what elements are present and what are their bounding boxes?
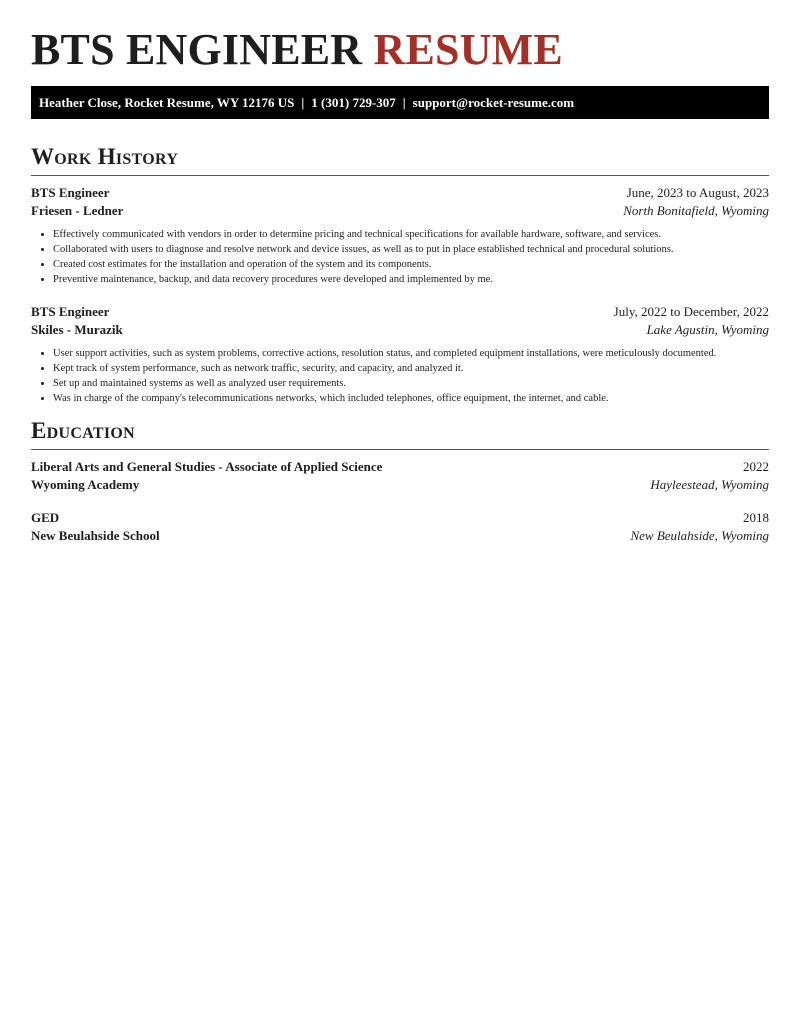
job-bullet: • Preventive maintenance, backup, and data recovery procedures were developed and implemented by me.: [53, 272, 769, 287]
education-school: New Beulahside School: [31, 528, 160, 543]
job-title: BTS Engineer: [31, 185, 110, 200]
education-school-row: [31, 476, 769, 494]
job-company: Friesen - Ledner: [31, 203, 124, 218]
contact-separator: |: [402, 95, 406, 110]
job-bullet: • Set up and maintained systems as well as analyzed user requirements.: [53, 376, 769, 391]
education-section: [31, 417, 769, 545]
job-entry: [31, 303, 769, 406]
contact-separator: |: [301, 95, 305, 110]
job-location: North Bonitafield, Wyoming: [623, 203, 769, 218]
job-company-row: [31, 202, 769, 220]
job-bullet: • Collaborated with users to diagnose and resolve network and device issues, as well as to put in place established technical and procedural solutions.: [53, 242, 769, 257]
section-divider: [31, 449, 769, 450]
title-accent: RESUME: [373, 25, 563, 74]
education-degree: GED: [31, 510, 60, 525]
work-history-section: [31, 143, 769, 406]
job-header-row: [31, 184, 769, 202]
education-entry: [31, 458, 769, 494]
education-degree: Liberal Arts and General Studies - Associate of Applied Science: [31, 459, 383, 474]
job-bullets: [31, 227, 769, 287]
job-company: Skiles - Murazik: [31, 322, 123, 337]
job-bullet: • Effectively communicated with vendors in order to determine pricing and technical specifications for available hardware, software, and services.: [53, 227, 769, 242]
job-bullet: • Created cost estimates for the installation and operation of the system and its components.: [53, 257, 769, 272]
education-school-row: [31, 527, 769, 545]
contact-phone: 1 (301) 729-307: [311, 95, 396, 110]
resume-page: [31, 0, 769, 545]
job-company-row: [31, 321, 769, 339]
resume-title: [31, 0, 769, 86]
job-location: Lake Agustin, Wyoming: [646, 322, 769, 337]
job-bullets: [31, 346, 769, 406]
education-header-row: [31, 458, 769, 476]
contact-address: Heather Close, Rocket Resume, WY 12176 US: [39, 95, 295, 110]
job-bullet: • User support activities, such as system problems, corrective actions, resolution status, and completed equipment installations, were meticulously documented.: [53, 346, 769, 361]
job-dates: July, 2022 to December, 2022: [613, 304, 769, 319]
education-location: Hayleestead, Wyoming: [650, 477, 769, 492]
section-divider: [31, 175, 769, 176]
title-main: BTS ENGINEER: [31, 25, 363, 74]
education-header-row: [31, 509, 769, 527]
education-year: 2022: [743, 459, 769, 474]
job-dates: June, 2023 to August, 2023: [626, 185, 769, 200]
education-entry: [31, 509, 769, 545]
job-bullet: • Kept track of system performance, such as network traffic, security, and capacity, and analyzed it.: [53, 361, 769, 376]
job-entry: [31, 184, 769, 287]
education-school: Wyoming Academy: [31, 477, 140, 492]
job-bullet: • Was in charge of the company's telecommunications networks, which included telephones, office equipment, the internet, and cable.: [53, 391, 769, 406]
section-heading-work-history: Work History: [31, 144, 179, 169]
contact-bar: [31, 86, 769, 119]
job-title: BTS Engineer: [31, 304, 110, 319]
contact-email[interactable]: support@rocket-resume.com: [412, 95, 575, 110]
job-header-row: [31, 303, 769, 321]
section-heading-education: Education: [31, 418, 135, 443]
education-year: 2018: [743, 510, 769, 525]
education-location: New Beulahside, Wyoming: [630, 528, 769, 543]
